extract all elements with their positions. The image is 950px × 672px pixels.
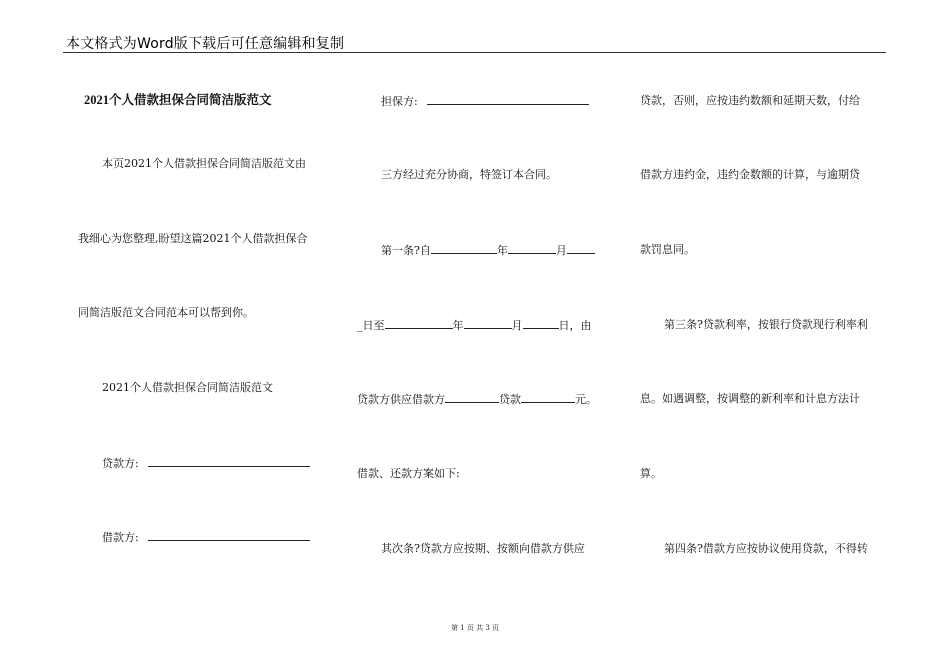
month-blank <box>508 243 556 254</box>
year2-blank <box>385 318 453 329</box>
article-4-line: 第四条?借款方应按协议使用贷款，不得转 <box>664 542 868 555</box>
lender-label: 贷款方: <box>102 457 139 470</box>
borrower-blank <box>148 530 310 541</box>
article-2-line: 其次条?贷款方应按期、按额向借款方供应 <box>381 542 585 555</box>
repayment-line: 借款、还款方案如下: <box>357 467 460 480</box>
year-unit: 年 <box>496 244 508 257</box>
header-title: 本文格式为Word版下载后可任意编辑和复制 <box>66 36 345 52</box>
agreement-line: 三方经过充分协商，特签订本合同。 <box>381 168 557 181</box>
article-1-label: 第一条?自 <box>381 244 431 257</box>
year2-unit: 年 <box>452 319 464 332</box>
col3-line-1: 贷款，否则，应按违约数额和延期天数，付给 <box>640 94 860 107</box>
col3-line-3: 款罚息同。 <box>640 243 695 256</box>
subtitle: 2021个人借款担保合同简洁版范文 <box>102 381 273 394</box>
col3-line-5: 息。如遇调整，按调整的新利率和计息方法计 <box>640 392 860 405</box>
loan-amount-line <box>357 392 597 406</box>
month2-unit: 月 <box>511 319 523 332</box>
lender-field <box>102 456 310 470</box>
borrower-label: 借款方: <box>102 531 139 544</box>
day-by-label: 日，由 <box>558 319 592 332</box>
article-1-line-1 <box>381 243 595 257</box>
guarantor-blank <box>427 94 589 105</box>
document-title: 2021个人借款担保合同简洁版范文 <box>84 93 272 107</box>
article-1-line-2 <box>357 318 592 332</box>
day2-blank <box>523 318 559 329</box>
intro-line-2: 我细心为您整理,盼望这篇2021个人借款担保合 <box>78 232 308 245</box>
currency-unit: 元。 <box>575 393 597 406</box>
page-number: 第 1 页 共 3 页 <box>450 624 500 632</box>
col3-line-2: 借款方违约金，违约金数额的计算，与逾期贷 <box>640 168 860 181</box>
loan-amount-blank <box>521 392 575 403</box>
guarantor-label: 担保方: <box>381 95 418 108</box>
lender-blank <box>148 456 310 467</box>
borrower-field <box>102 530 310 544</box>
loan-unit: 贷款 <box>499 393 521 406</box>
month-unit: 月 <box>555 244 567 257</box>
day-blank <box>567 243 595 254</box>
year-blank <box>431 243 497 254</box>
loan-type-blank <box>445 392 499 403</box>
intro-line-3: 同简洁版范文合同范本可以帮到你。 <box>78 306 254 319</box>
intro-line-1: 本页2021个人借款担保合同简洁版范文由 <box>102 157 306 170</box>
month2-blank <box>464 318 512 329</box>
guarantor-field <box>381 94 589 108</box>
date-to-label: _日至 <box>357 319 385 332</box>
article-3-line: 第三条?贷款利率，按银行贷款现行利率利 <box>664 318 868 331</box>
loan-text: 贷款方供应借款方 <box>357 393 445 406</box>
header-divider <box>63 52 886 53</box>
col3-line-6: 算。 <box>640 467 662 480</box>
